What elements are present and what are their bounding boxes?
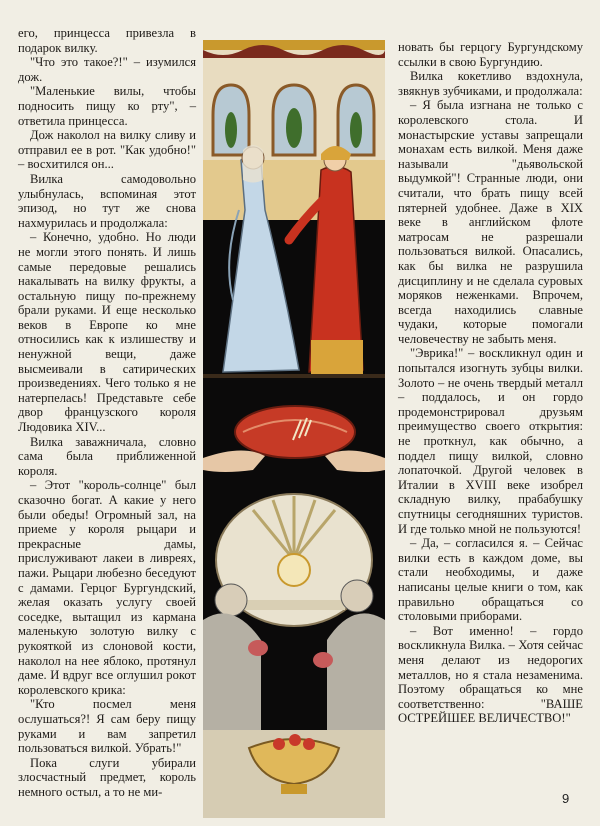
paragraph: – Да, – согласился я. – Сейчас вилки есть в каждом доме, вы стали необходимы, и даже написаны целые книги о том, как правильно обращаться со столовыми приборами. — [398, 536, 583, 624]
right-text-column — [398, 40, 583, 726]
paragraph: – Вот именно! – гордо воскликнула Вилка. – Хотя сейчас меня делают из недорогих металлов, но я стала незаменима. Поэтому обращаться ко мне соответственно: "ВАШЕ ОСТРЕЙШЕЕ ВЕЛИЧЕСТВО!" — [398, 623, 583, 726]
paragraph: – Этот "король-солнце" был сказочно богат. А какие у него были обеды! Огромный зал, на приеме у короля рыцари и прекрасные дамы, прислуживают лакеи в ливреях, пажи. Рыцари любезно беседуют с дамами. Герцог Бургундский, желая оказать услугу своей соседке, вытащил из кармана маленькую золотую вилку с рукояткой из слоновой кости, наколол на нее яблоко, протянул даме. И вдруг все оглушил рокот королевского крика: — [18, 478, 196, 697]
paragraph: "Маленькие вилы, чтобы подносить пищу ко рту", – ответила принцесса. — [18, 84, 196, 128]
paragraph: Пока слуги убирали злосчастный предмет, король немного остыл, а то не ми- — [18, 755, 196, 799]
paragraph: Вилка самодовольно улыбнулась, вспоминая этот эпизод, но тут же снова нахмурилась и продолжала: — [18, 171, 196, 230]
paragraph: Дож наколол на вилку сливу и отправил ее в рот. "Как удобно!" – восхитился он... — [18, 128, 196, 172]
page-number: 9 — [562, 791, 570, 806]
paragraph: Вилка кокетливо вздохнула, звякнув зубчиками, и продолжала: — [398, 69, 583, 98]
paragraph: его, принцесса привезла в подарок вилку. — [18, 26, 196, 55]
paragraph: "Эврика!" – воскликнул один и попытался изогнуть зубцы вилки. Золото – не очень твердый металл – поддалось, и он гордо продемонстрировал друзьям преимущество своего открытия: не проткнул, как обычно, а поддел пищу вилкой, словно лопаточкой. Другой человек в Италии в XVIII веке изобрел складную вилку, прабабушку спутницы сегодняшних туристов. И где только мной не пользуются! — [398, 346, 583, 536]
left-text-column — [18, 26, 196, 799]
illustration — [203, 40, 385, 818]
paragraph: – Конечно, удобно. Но люди не могли этого понять. И лишь самые передовые решались накалывать на вилку фрукты, а остальную пищу по-прежнему брали руками. И еще несколько веков в Европе ко мне относились как к излишеству и ненужной вещи, даже высмеивали в сатирических произведениях. Чего только я не натерпелась! Представьте себе двор французского короля Людовика XIV... — [18, 230, 196, 435]
illustration-drawing — [203, 40, 385, 818]
paragraph: "Кто посмел меня ослушаться?! Я сам беру пищу руками и вам запретил пользоваться вилкой. Убрать!" — [18, 697, 196, 756]
paragraph: новать бы герцогу Бургундскому ссылки в свою Бургундию. — [398, 40, 583, 69]
paragraph: – Я была изгнана не только с королевского стола. И монастырские уставы запрещали монахам есть вилкой. Меня даже называли "дьявольской выдумкой"! Странные люди, они считали, что брать пищу всей пятерней удобнее. Даже в XIX веке в английском флоте матросам не разрешали пользоваться вилкой. Опасались, как бы вилка не разрушила дисциплину и не сделала суровых моряков неженками. Впрочем, всегда находились славные чудаки, которые помогали человечеству не забыть меня. — [398, 98, 583, 346]
paragraph: "Что это такое?!" – изумился дож. — [18, 55, 196, 84]
paragraph: Вилка заважничала, словно сама была приближенной короля. — [18, 434, 196, 478]
